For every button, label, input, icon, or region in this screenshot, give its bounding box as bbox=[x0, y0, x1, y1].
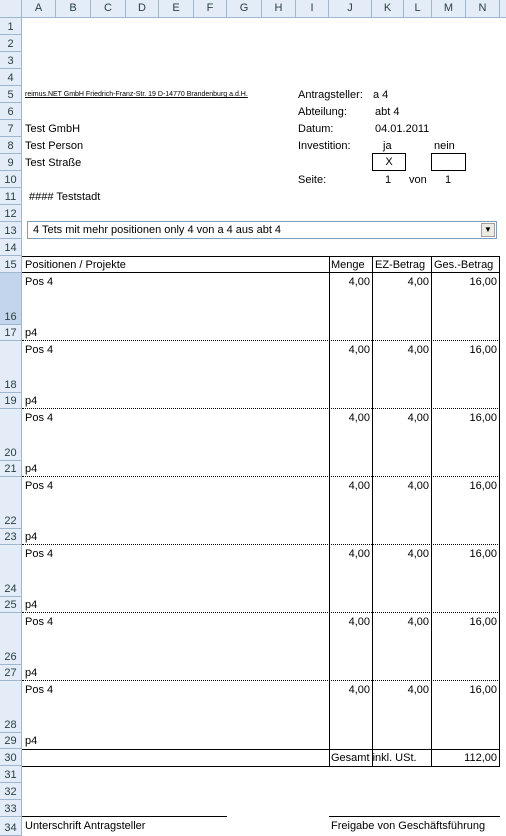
column-header[interactable]: L bbox=[404, 0, 432, 17]
item-total: 16,00 bbox=[469, 276, 497, 288]
department-value: abt 4 bbox=[375, 106, 400, 118]
page-label: Seite: bbox=[298, 174, 327, 186]
column-header[interactable]: G bbox=[227, 0, 262, 17]
column-header[interactable]: E bbox=[159, 0, 194, 17]
item-note: p4 bbox=[25, 463, 38, 475]
item-name: Pos 4 bbox=[25, 684, 54, 696]
column-header[interactable]: J bbox=[329, 0, 372, 17]
row-header[interactable]: 29 bbox=[0, 733, 22, 749]
item-name: Pos 4 bbox=[25, 412, 54, 424]
signature-line-management bbox=[329, 816, 500, 817]
row-header[interactable]: 3 bbox=[0, 52, 22, 69]
item-note: p4 bbox=[25, 395, 38, 407]
item-note: p4 bbox=[25, 531, 38, 543]
item-name: Pos 4 bbox=[25, 344, 54, 356]
row-header[interactable]: 14 bbox=[0, 239, 22, 256]
signature-applicant-label: Unterschrift Antragsteller bbox=[25, 820, 146, 832]
row-header[interactable]: 15 bbox=[0, 256, 22, 273]
table-bottom-border bbox=[22, 766, 500, 767]
item-unit: 4,00 bbox=[407, 684, 429, 696]
page-of-label: von bbox=[409, 174, 427, 186]
row-header[interactable]: 33 bbox=[0, 800, 22, 817]
investment-yes-label: ja bbox=[383, 140, 392, 152]
item-unit: 4,00 bbox=[407, 412, 429, 424]
item-unit: 4,00 bbox=[407, 480, 429, 492]
item-total: 16,00 bbox=[469, 344, 497, 356]
row-header[interactable]: 21 bbox=[0, 461, 22, 477]
dropdown-arrow-icon[interactable]: ▼ bbox=[481, 223, 495, 237]
header-total: Ges.-Betrag bbox=[434, 259, 494, 271]
item-qty: 4,00 bbox=[348, 616, 370, 628]
date-label: Datum: bbox=[298, 123, 334, 135]
recipient-city: #### Teststadt bbox=[29, 191, 101, 203]
row-header[interactable]: 9 bbox=[0, 154, 22, 171]
item-total: 16,00 bbox=[469, 684, 497, 696]
column-header[interactable]: N bbox=[466, 0, 500, 17]
column-header[interactable]: F bbox=[194, 0, 227, 17]
table-header-border bbox=[22, 272, 500, 273]
recipient-street: Test Straße bbox=[25, 157, 82, 169]
total-value: 112,00 bbox=[464, 752, 497, 764]
item-unit: 4,00 bbox=[407, 344, 429, 356]
row-header[interactable]: 5 bbox=[0, 86, 22, 103]
column-header[interactable]: M bbox=[432, 0, 466, 17]
row-separator bbox=[22, 476, 500, 477]
row-header[interactable]: 13 bbox=[0, 222, 22, 239]
item-name: Pos 4 bbox=[25, 616, 54, 628]
row-header[interactable]: 18 bbox=[0, 341, 22, 393]
item-qty: 4,00 bbox=[348, 684, 370, 696]
total-top-border bbox=[22, 749, 500, 750]
column-header[interactable]: A bbox=[22, 0, 56, 17]
recipient-company: Test GmbH bbox=[25, 123, 81, 135]
row-header[interactable]: 26 bbox=[0, 613, 22, 665]
item-total: 16,00 bbox=[469, 548, 497, 560]
dropdown-value: 4 Tets mit mehr positionen only 4 von a 4 aus abt 4 bbox=[33, 224, 282, 236]
row-header[interactable]: 27 bbox=[0, 665, 22, 681]
item-note: p4 bbox=[25, 667, 38, 679]
select-all-corner[interactable] bbox=[0, 0, 22, 17]
header-qty: Menge bbox=[331, 259, 365, 271]
signature-line-applicant bbox=[22, 816, 227, 817]
signature-management-label: Freigabe von Geschäftsführung bbox=[331, 820, 486, 832]
row-header[interactable]: 2 bbox=[0, 35, 22, 52]
row-header[interactable]: 1 bbox=[0, 18, 22, 35]
row-header[interactable]: 23 bbox=[0, 529, 22, 545]
column-header[interactable]: C bbox=[91, 0, 126, 17]
item-qty: 4,00 bbox=[348, 548, 370, 560]
row-header[interactable]: 31 bbox=[0, 766, 22, 783]
row-separator bbox=[22, 680, 500, 681]
row-header[interactable]: 20 bbox=[0, 409, 22, 461]
item-total: 16,00 bbox=[469, 412, 497, 424]
row-header[interactable]: 4 bbox=[0, 69, 22, 86]
total-label: Gesamt inkl. USt. bbox=[331, 752, 417, 764]
item-note: p4 bbox=[25, 327, 38, 339]
table-top-border bbox=[22, 256, 500, 257]
column-header[interactable]: B bbox=[56, 0, 91, 17]
row-header[interactable]: 28 bbox=[0, 681, 22, 733]
row-header[interactable]: 30 bbox=[0, 749, 22, 766]
row-separator bbox=[22, 544, 500, 545]
row-header[interactable]: 10 bbox=[0, 171, 22, 188]
header-unit-price: EZ-Betrag bbox=[375, 259, 426, 271]
page-current: 1 bbox=[385, 174, 392, 186]
row-header[interactable]: 7 bbox=[0, 120, 22, 137]
column-header[interactable]: D bbox=[126, 0, 159, 17]
item-qty: 4,00 bbox=[348, 412, 370, 424]
item-qty: 4,00 bbox=[348, 276, 370, 288]
row-separator bbox=[22, 612, 500, 613]
row-header[interactable]: 6 bbox=[0, 103, 22, 120]
investment-no-label: nein bbox=[434, 140, 455, 152]
row-header[interactable]: 22 bbox=[0, 477, 22, 529]
column-header[interactable]: H bbox=[262, 0, 296, 17]
column-header[interactable]: I bbox=[296, 0, 329, 17]
row-separator bbox=[22, 340, 500, 341]
item-qty: 4,00 bbox=[348, 344, 370, 356]
item-note: p4 bbox=[25, 599, 38, 611]
item-note: p4 bbox=[25, 735, 38, 747]
date-value: 04.01.2011 bbox=[375, 123, 430, 135]
request-select-dropdown[interactable] bbox=[27, 221, 497, 239]
column-header[interactable]: K bbox=[372, 0, 404, 17]
row-header[interactable]: 8 bbox=[0, 137, 22, 154]
row-header[interactable]: 11 bbox=[0, 188, 22, 205]
page-total: 1 bbox=[445, 174, 452, 186]
item-name: Pos 4 bbox=[25, 548, 54, 560]
row-separator bbox=[22, 408, 500, 409]
sender-address: reimus.NET GmbH Friedrich-Franz-Str. 19 D-14770 Brandenburg a.d.H. bbox=[25, 91, 248, 98]
applicant-label: Antragsteller: bbox=[298, 89, 363, 101]
applicant-value: a 4 bbox=[373, 89, 389, 101]
column-header-bar bbox=[0, 0, 506, 18]
item-qty: 4,00 bbox=[348, 480, 370, 492]
item-total: 16,00 bbox=[469, 616, 497, 628]
item-unit: 4,00 bbox=[407, 548, 429, 560]
department-label: Abteilung: bbox=[298, 106, 347, 118]
row-header[interactable]: 32 bbox=[0, 783, 22, 800]
table-col-divider bbox=[499, 256, 500, 766]
investment-label: Investition: bbox=[298, 140, 351, 152]
header-positions: Positionen / Projekte bbox=[25, 259, 126, 271]
item-unit: 4,00 bbox=[407, 616, 429, 628]
item-unit: 4,00 bbox=[407, 276, 429, 288]
item-name: Pos 4 bbox=[25, 276, 54, 288]
row-header[interactable]: 25 bbox=[0, 597, 22, 613]
item-total: 16,00 bbox=[469, 480, 497, 492]
row-header[interactable]: 24 bbox=[0, 545, 22, 597]
row-header[interactable]: 12 bbox=[0, 205, 22, 222]
row-header[interactable]: 19 bbox=[0, 393, 22, 409]
row-header[interactable]: 17 bbox=[0, 325, 22, 341]
investment-no-box[interactable] bbox=[431, 153, 466, 171]
row-header[interactable]: 16 bbox=[0, 273, 22, 325]
row-header[interactable]: 34 bbox=[0, 817, 22, 836]
recipient-person: Test Person bbox=[25, 140, 84, 152]
investment-yes-box[interactable]: X bbox=[372, 153, 406, 171]
item-name: Pos 4 bbox=[25, 480, 54, 492]
